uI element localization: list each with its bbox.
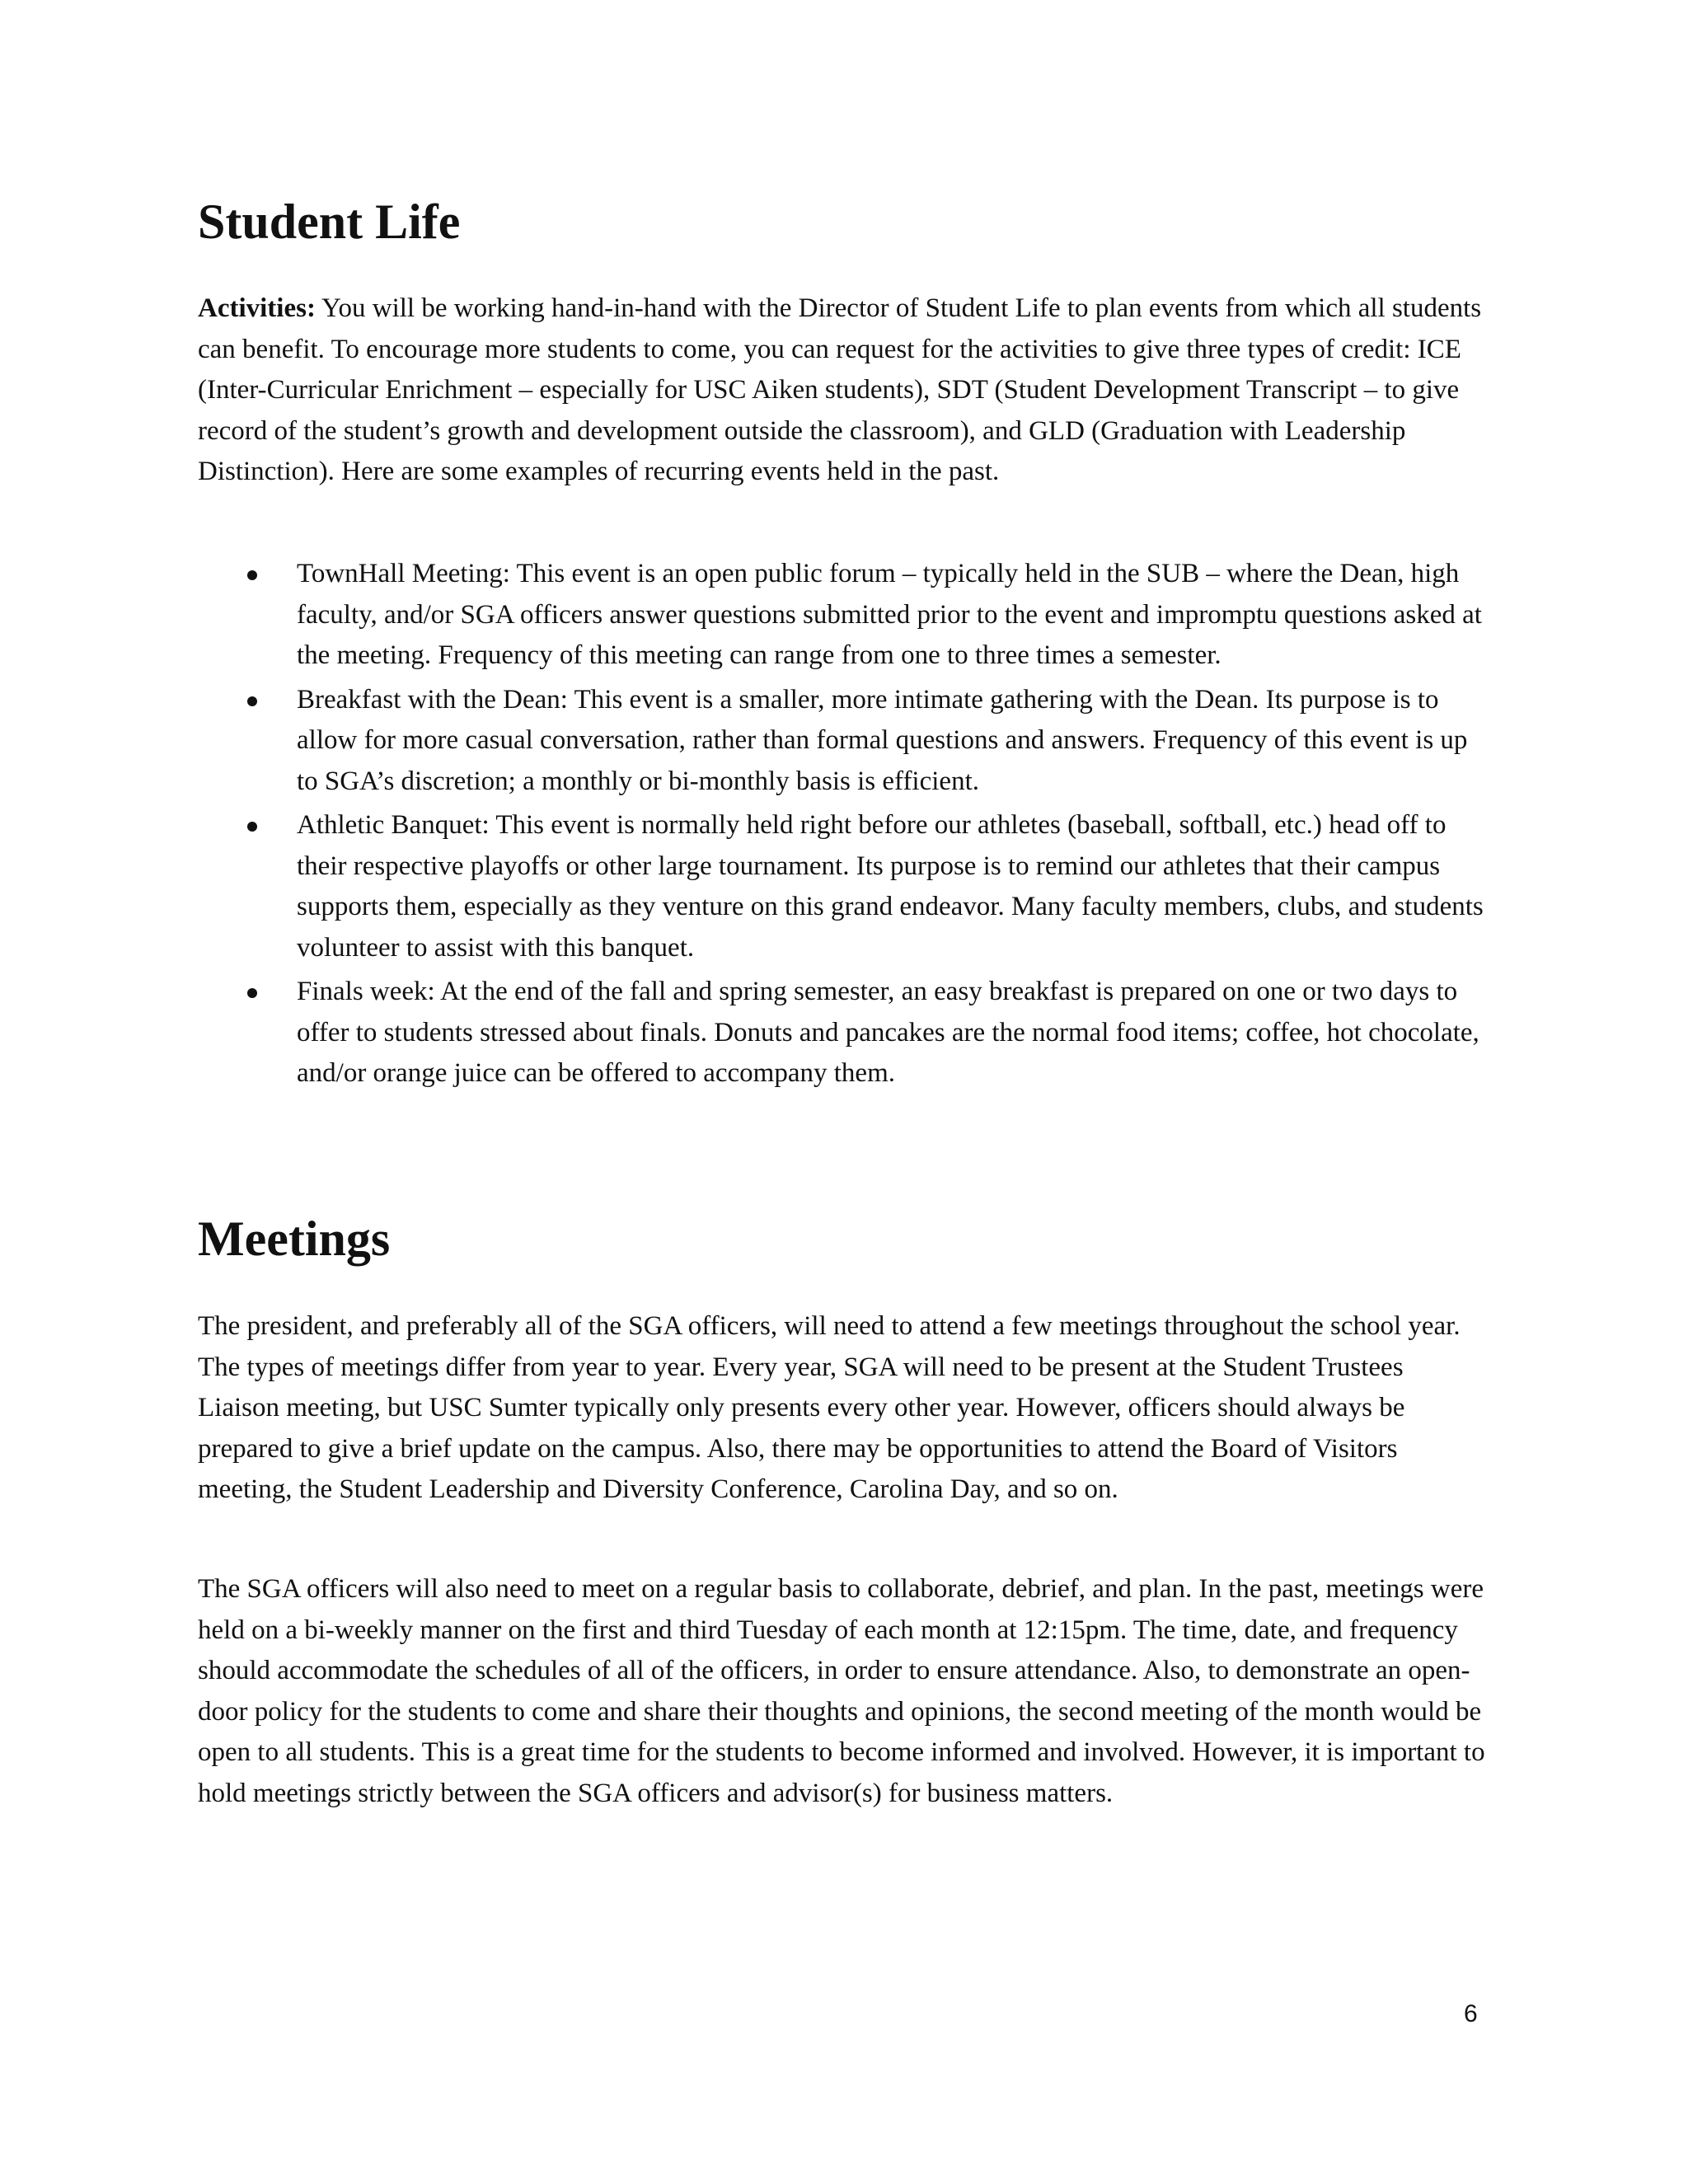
page-number: 6: [1464, 2000, 1478, 2027]
list-item: [198, 805, 1490, 968]
activities-label: Activities:: [198, 293, 316, 323]
bullet-icon: [247, 570, 257, 580]
activities-paragraph: [198, 288, 1488, 493]
activities-text: You will be working hand-in-hand with the Director of Student Life to plan events from which all students can benefit. To encourage more students to come, you can request for the activities to give three types of credit: ICE (Inter-Curricular Enrichment – especially for USC Aiken students), SDT (Student Development Transcript – to give record of the student’s growth and development outside the classroom), and GLD (Graduation with Leadership Distinction). Here are some examples of recurring events held in the past.: [198, 293, 1482, 486]
bullet-icon: [247, 822, 257, 832]
event-text: Breakfast with the Dean: This event is a smaller, more intimate gathering with the Dean. Its purpose is to allow for more casual conversation, rather than formal questions and answers. Frequency of this event is up to SGA’s discretion; a monthly or bi-monthly basis is efficient.: [297, 684, 1468, 796]
document-page: [198, 0, 1490, 2184]
list-item: [198, 554, 1490, 677]
bullet-icon: [247, 696, 257, 706]
event-text: TownHall Meeting: This event is an open public forum – typically held in the SUB – where the Dean, high faculty, and/or SGA officers answer questions submitted prior to the event and impromptu questions asked at the meeting. Frequency of this meeting can range from one to three times a semester.: [297, 559, 1482, 670]
bullet-icon: [247, 988, 257, 998]
meetings-paragraph-2: The SGA officers will also need to meet on a regular basis to collaborate, debrief, and plan. In the past, meetings were held on a bi-weekly manner on the first and third Tuesday of each month at 12:15pm. The time, date, and frequency should accommodate the schedules of all of the officers, in order to ensure attendance. Also, to demonstrate an open-door policy for the students to come and share their thoughts and opinions, the second meeting of the month would be open to all students. This is a great time for the students to become informed and involved. However, it is important to hold meetings strictly between the SGA officers and advisor(s) for business matters.: [198, 1574, 1485, 1808]
event-text: Athletic Banquet: This event is normally held right before our athletes (baseball, softball, etc.) head off to their respective playoffs or other large tournament. Its purpose is to remind our athletes that their campus supports them, especially as they venture on this grand endeavor. Many faculty members, clubs, and students volunteer to assist with this banquet.: [297, 810, 1484, 963]
section-heading-student-life: Student Life: [198, 194, 461, 249]
list-item: [198, 972, 1490, 1094]
event-text: Finals week: At the end of the fall and spring semester, an easy breakfast is prepared on one or two days to offer to students stressed about finals. Donuts and pancakes are the normal food items; coffee, hot chocolate, and/or orange juice can be offered to accompany them.: [297, 977, 1479, 1088]
meetings-paragraph-1: The president, and preferably all of the SGA officers, will need to attend a few meetings throughout the school year. The types of meetings differ from year to year. Every year, SGA will need to be present at the Student Trustees Liaison meeting, but USC Sumter typically only presents every other year. However, officers should always be prepared to give a brief update on the campus. Also, there may be opportunities to attend the Board of Visitors meeting, the Student Leadership and Diversity Conference, Carolina Day, and so on.: [198, 1311, 1461, 1504]
recurring-events-list: [198, 554, 1490, 1098]
section-heading-meetings: Meetings: [198, 1212, 391, 1266]
list-item: [198, 680, 1490, 803]
